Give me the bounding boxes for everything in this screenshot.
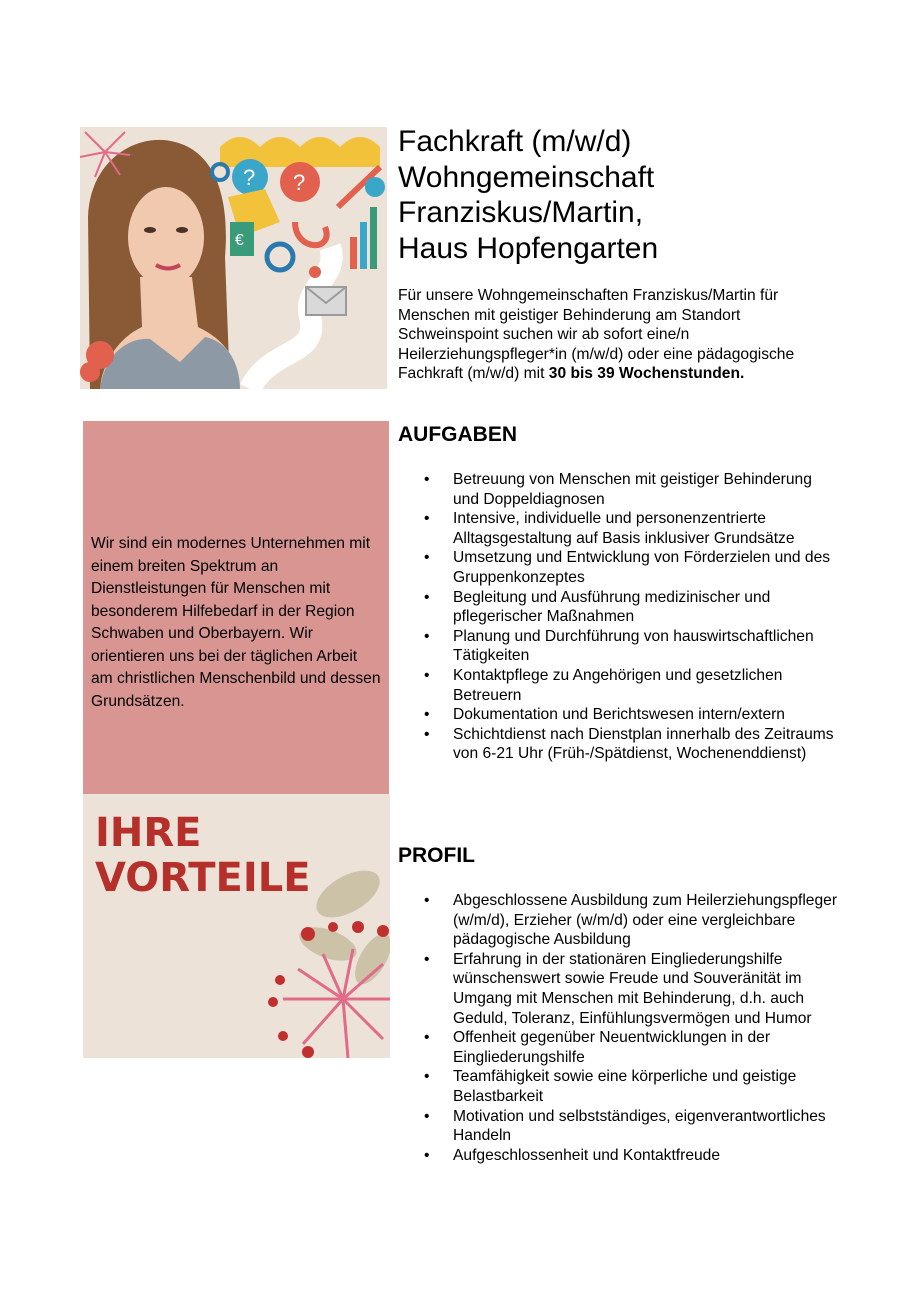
list-item: • Offenheit gegenüber Neuentwicklungen in der Eingliederungshilfe <box>398 1028 838 1067</box>
profil-heading: PROFIL <box>398 844 475 867</box>
aufgaben-heading: AUFGABEN <box>398 423 517 446</box>
title-line: Franziskus/Martin, <box>398 196 644 229</box>
svg-text:?: ? <box>243 165 256 190</box>
job-title <box>398 124 878 266</box>
list-item: • Planung und Durchführung von hauswirtschaftlichen Tätigkeiten <box>398 627 838 666</box>
list-item: • Aufgeschlossenheit und Kontaktfreude <box>398 1146 838 1166</box>
svg-text:?: ? <box>293 170 306 195</box>
list-item: • Schichtdienst nach Dienstplan innerhalb des Zeitraums von 6-21 Uhr (Früh-/Spätdienst, Wochenenddienst) <box>398 725 838 764</box>
svg-text:€: € <box>235 232 244 249</box>
title-line: Wohngemeinschaft <box>398 160 655 194</box>
list-item: • Motivation und selbstständiges, eigenverantwortliches Handeln <box>398 1107 838 1146</box>
title-line: Fachkraft (m/w/d) <box>398 125 632 158</box>
list-item: • Teamfähigkeit sowie eine körperliche und geistige Belastbarkeit <box>398 1067 838 1106</box>
list-item: • Kontaktpflege zu Angehörigen und gesetzlichen Betreuern <box>398 666 838 705</box>
title-line: Haus Hopfengarten <box>398 231 659 265</box>
aufgaben-list <box>398 470 838 764</box>
list-item: • Intensive, individuelle und personenzentrierte Alltagsgestaltung auf Basis inklusiver Grundsätze <box>398 509 838 548</box>
company-description-box <box>83 421 389 794</box>
intro-text: Für unsere Wohngemeinschaften Franziskus/Martin für Menschen mit geistiger Behinderung am Standort Schweinspoint suchen wir ab sofort eine/n Heilerziehungspfleger*in (m/w/d) oder eine pädagogische Fachkraft (m/w/d) mit <box>398 287 795 383</box>
intro-paragraph <box>398 286 838 384</box>
list-item: • Betreuung von Menschen mit geistiger Behinderung und Doppeldiagnosen <box>398 470 838 509</box>
list-item: • Erfahrung in der stationären Eingliederungshilfe wünschenswert sowie Freude und Souveränität im Umgang mit Menschen mit Behinderung, d.h. auch Geduld, Toleranz, Einfühlungsvermögen und Humor <box>398 950 838 1028</box>
list-item: • Umsetzung und Entwicklung von Förderzielen und des Gruppenkonzeptes <box>398 548 838 587</box>
vorteile-line2: VORTEILE <box>95 855 311 901</box>
company-description-text: Wir sind ein modernes Unternehmen mit einem breiten Spektrum an Dienstleistungen für Menschen mit besonderem Hilfebedarf in der Region Schwaben und Oberbayern. Wir orientieren uns bei der täglichen Arbeit am christlichen Menschenbild und dessen Grundsätzen. <box>91 535 381 710</box>
list-item: • Begleitung und Ausführung medizinischer und pflegerischer Maßnahmen <box>398 588 838 627</box>
vorteile-banner <box>83 794 390 1058</box>
intro-bold-hours: 30 bis 39 Wochenstunden. <box>548 365 745 383</box>
hero-image <box>80 127 387 389</box>
profil-list <box>398 891 838 1165</box>
list-item: • Abgeschlossene Ausbildung zum Heilerziehungspfleger (w/m/d), Erzieher (w/m/d) oder eine vergleichbare pädagogische Ausbildung <box>398 891 838 950</box>
list-item: • Dokumentation und Berichtswesen intern/extern <box>398 705 838 725</box>
vorteile-line1: IHRE <box>95 810 202 856</box>
